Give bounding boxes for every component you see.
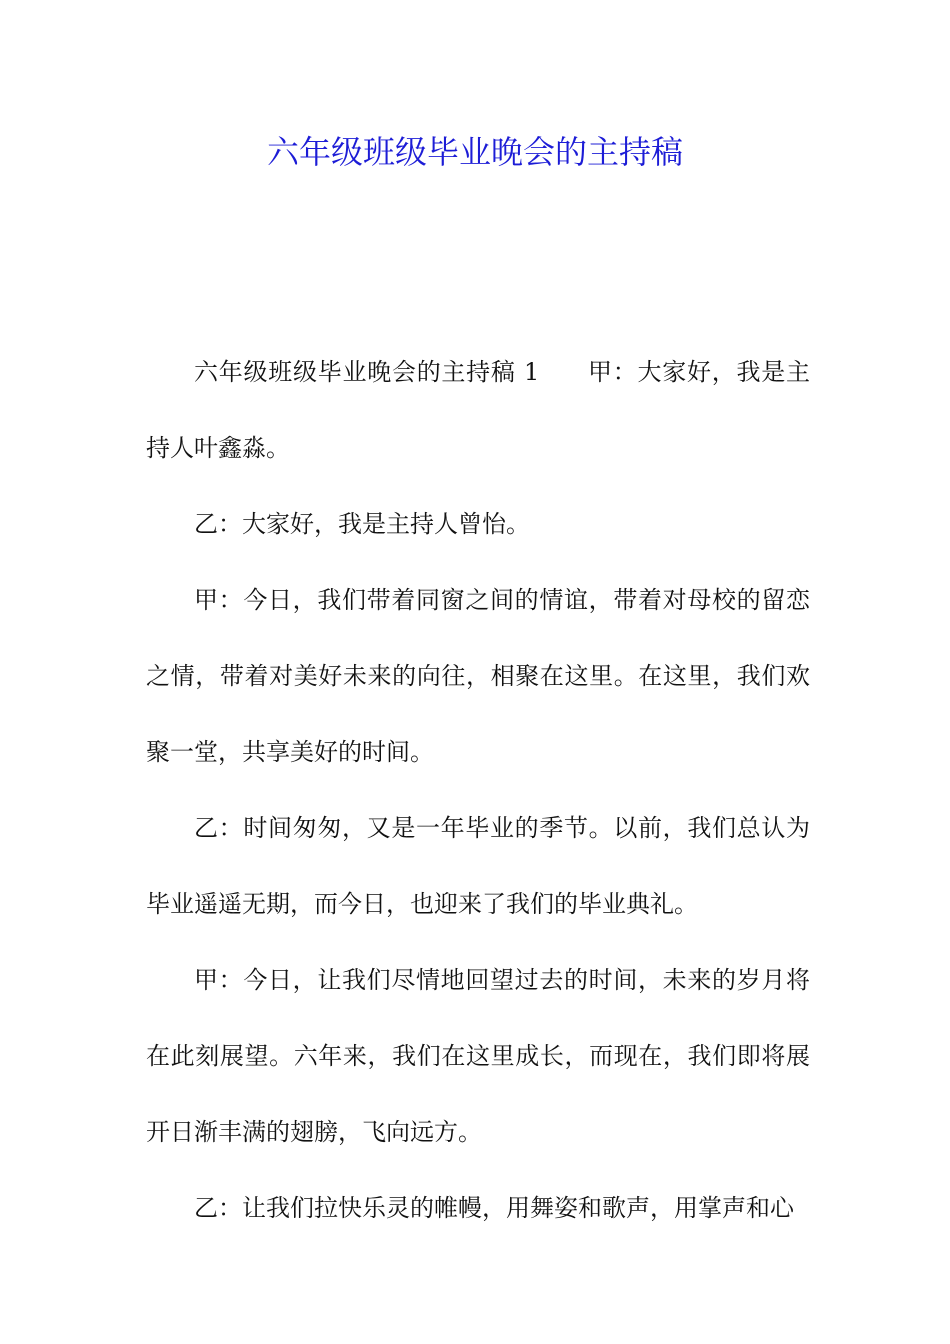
paragraph-6: 乙：让我们拉快乐灵的帷幔，用舞姿和歌声，用掌声和心 xyxy=(194,1194,794,1222)
paragraph-text: 甲：大家好，我是主持人叶鑫淼。 xyxy=(146,358,811,462)
paragraph-2: 乙：大家好，我是主持人曾怡。 xyxy=(194,510,530,538)
document-body xyxy=(146,334,810,1246)
paragraph-3: 甲：今日，我们带着同窗之间的情谊，带着对母校的留恋之情，带着对美好未来的向往，相聚在这里。在这里，我们欢聚一堂，共享美好的时间。 xyxy=(146,586,810,766)
paragraph-4: 乙：时间匆匆，又是一年毕业的季节。以前，我们总认为毕业遥遥无期，而今日，也迎来了我们的毕业典礼。 xyxy=(146,814,810,918)
paragraph-5: 甲：今日，让我们尽情地回望过去的时间，未来的岁月将在此刻展望。六年来，我们在这里成长，而现在，我们即将展开日渐丰满的翅膀，飞向远方。 xyxy=(146,966,810,1146)
section-heading: 六年级班级毕业晚会的主持稿 1 xyxy=(194,358,540,386)
paragraph-1 xyxy=(146,334,810,486)
document-title: 六年级班级毕业晚会的主持稿 xyxy=(266,133,683,171)
